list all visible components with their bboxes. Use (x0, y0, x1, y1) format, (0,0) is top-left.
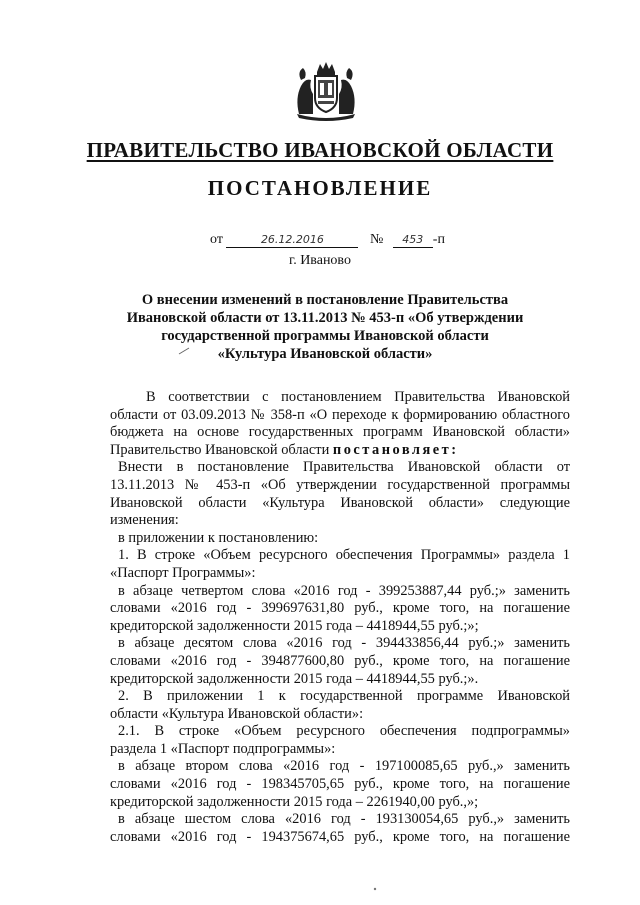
document-body (110, 389, 570, 846)
body-line: 2. В приложении 1 к государственной программе Ивановской (118, 688, 570, 705)
body-line: в абзаце втором слова «2016 год - 197100085,65 руб.,» заменить (118, 758, 570, 775)
body-line: в абзаце четвертом слова «2016 год - 399253887,44 руб.;» заменить (118, 582, 570, 599)
body-line: В соответствии с постановлением Правительства Ивановской (146, 389, 570, 405)
body-line: в абзаце шестом слова «2016 год - 193130054,65 руб.,» заменить (118, 811, 570, 828)
decree-keyword: постановляет: (332, 441, 459, 458)
body-line: словами «2016 год - 394877600,80 руб., кроме того, на погашение (110, 652, 570, 669)
number-suffix: -п (432, 232, 445, 247)
body-line (110, 442, 570, 460)
body-line: изменения: (110, 512, 179, 529)
body-line: 13.11.2013 № 453-п «Об утверждении государственной программы (110, 476, 570, 493)
heading-line: «Культура Ивановской области» (217, 346, 433, 362)
body-line: бюджета на основе государственных программ Ивановской области» (110, 424, 570, 441)
body-line: «Паспорт Программы»: (110, 564, 256, 581)
handwritten-number: 453 (393, 233, 433, 248)
body-line: в абзаце десятом слова «2016 год - 394433856,44 руб.;» заменить (118, 635, 570, 652)
heading-line: государственной программы Ивановской области (161, 328, 489, 344)
body-line: словами «2016 год - 194375674,65 руб., кроме того, на погашение (110, 828, 570, 845)
body-line: 2.1. В строке «Объем ресурсного обеспечения подпрограммы» (118, 723, 570, 740)
body-line: Ивановской области «Культура Ивановской области» следующие (110, 494, 570, 511)
body-line: словами «2016 год - 399697631,80 руб., кроме того, на погашение (110, 600, 570, 617)
date-prefix: от (210, 232, 223, 247)
body-line: 1. В строке «Объем ресурсного обеспечения Программы» раздела 1 (118, 547, 570, 564)
handwritten-date: 26.12.2016 (226, 233, 358, 248)
body-line: кредиторской задолженности 2015 года – 2261940,00 руб.,»; (110, 793, 479, 810)
date-number-row (210, 232, 445, 248)
coat-of-arms-emblem (287, 58, 365, 124)
document-heading (60, 291, 590, 363)
heading-line: О внесении изменений в постановление Правительства (141, 292, 509, 308)
body-line: раздела 1 «Паспорт подпрограммы»: (110, 740, 336, 757)
body-line: в приложении к постановлению: (118, 529, 319, 546)
number-prefix: № (369, 232, 384, 247)
body-line: кредиторской задолженности 2015 года – 4418944,55 руб.;». (110, 670, 479, 687)
government-title: ПРАВИТЕЛЬСТВО ИВАНОВСКОЙ ОБЛАСТИ (86, 138, 554, 162)
body-line: кредиторской задолженности 2015 года – 4418944,55 руб.;»; (110, 617, 479, 634)
body-line: словами «2016 год - 198345705,65 руб., кроме того, на погашение (110, 776, 570, 793)
pen-tick-mark (178, 347, 190, 355)
body-line: Внести в постановление Правительства Ивановской области от (118, 459, 570, 476)
body-text: Правительство Ивановской области (110, 441, 330, 458)
heading-line: Ивановской области от 13.11.2013 № 453-п «Об утверждении (126, 310, 524, 326)
city: г. Иваново (289, 253, 351, 268)
document-type: ПОСТАНОВЛЕНИЕ (207, 176, 433, 200)
body-line: области «Культура Ивановской области»: (110, 705, 364, 722)
body-line: области от 03.09.2013 № 358-п «О переходе к формированию областного (110, 406, 570, 423)
ink-dot-mark (372, 886, 378, 892)
